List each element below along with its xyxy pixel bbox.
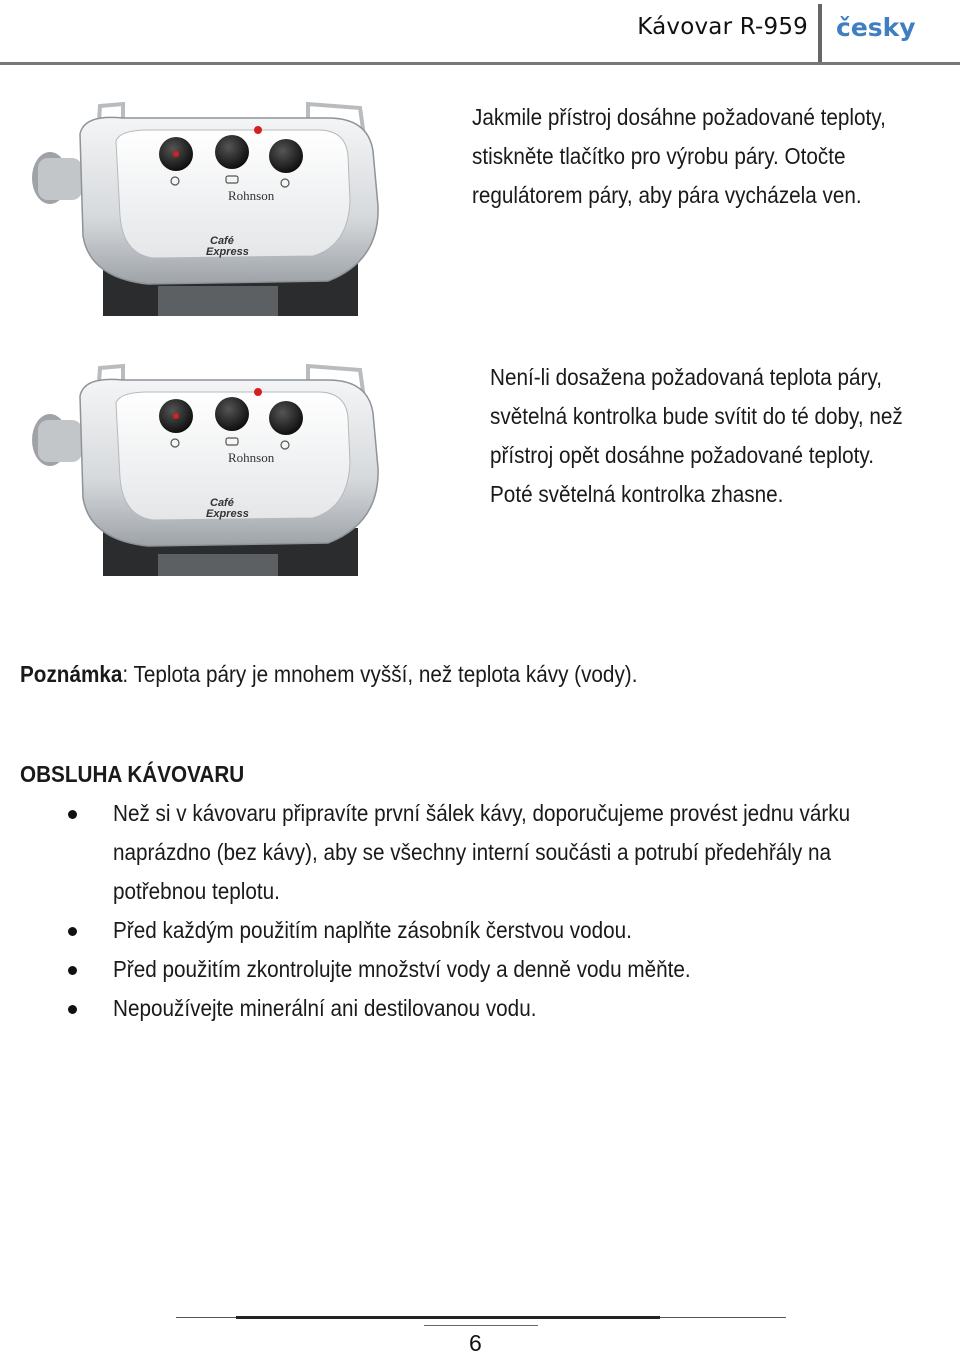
svg-text:Express: Express bbox=[206, 246, 249, 258]
header-rule bbox=[0, 62, 960, 65]
footer-rule-thick bbox=[236, 1316, 660, 1319]
bullet-icon bbox=[68, 1005, 77, 1014]
document-title: Kávovar R-959 bbox=[637, 14, 808, 40]
coffee-machine-image-2 bbox=[28, 358, 380, 576]
svg-text:Café: Café bbox=[210, 497, 234, 509]
bullet-icon bbox=[68, 966, 77, 975]
section-heading: OBSLUHA KÁVOVARU bbox=[20, 761, 245, 787]
list-item bbox=[0, 794, 960, 911]
page-number: 6 bbox=[469, 1330, 482, 1356]
list-item bbox=[0, 911, 960, 950]
steam-ready-paragraph: Jakmile přístroj dosáhne požadované teploty, stiskněte tlačítko pro výrobu páry. Otočte regulátorem páry, aby pára vycházela ven. bbox=[472, 104, 886, 208]
note-text: : Teplota páry je mnohem vyšší, než teplota kávy (vody). bbox=[122, 661, 638, 687]
language-label: česky bbox=[836, 13, 916, 42]
bullet-icon bbox=[68, 927, 77, 936]
list-item-text: Před použitím zkontrolujte množství vody a denně vodu měňte. bbox=[113, 956, 691, 982]
list-item bbox=[0, 989, 960, 1028]
svg-text:Express: Express bbox=[206, 508, 249, 520]
header-divider bbox=[818, 4, 822, 62]
steam-not-ready-paragraph: Není-li dosažena požadovaná teplota páry, světelná kontrolka bude svítit do té doby, než přístroj opět dosáhne požadované teploty. Poté světelná kontrolka zhasne. bbox=[490, 364, 903, 507]
bullet-icon bbox=[68, 810, 77, 819]
page-header bbox=[0, 0, 960, 66]
note-label: Poznámka bbox=[20, 661, 123, 687]
coffee-machine-image-1 bbox=[28, 96, 380, 316]
svg-text:Café: Café bbox=[210, 235, 234, 247]
instruction-list bbox=[0, 794, 960, 1028]
svg-text:Rohnson: Rohnson bbox=[228, 450, 275, 465]
brand-logo-text: Rohnson bbox=[228, 188, 275, 203]
list-item bbox=[0, 950, 960, 989]
note-line bbox=[20, 656, 637, 692]
footer-rule-short bbox=[424, 1325, 538, 1326]
list-item-text: Nepoužívejte minerální ani destilovanou vodu. bbox=[113, 995, 537, 1021]
list-item-text: Než si v kávovaru připravíte první šálek kávy, doporučujeme provést jednu várku naprázdno (bez kávy), aby se všechny interní součásti a potrubí předehřály na potřebnou teplotu. bbox=[113, 800, 851, 904]
list-item-text: Před každým použitím naplňte zásobník čerstvou vodou. bbox=[113, 917, 632, 943]
